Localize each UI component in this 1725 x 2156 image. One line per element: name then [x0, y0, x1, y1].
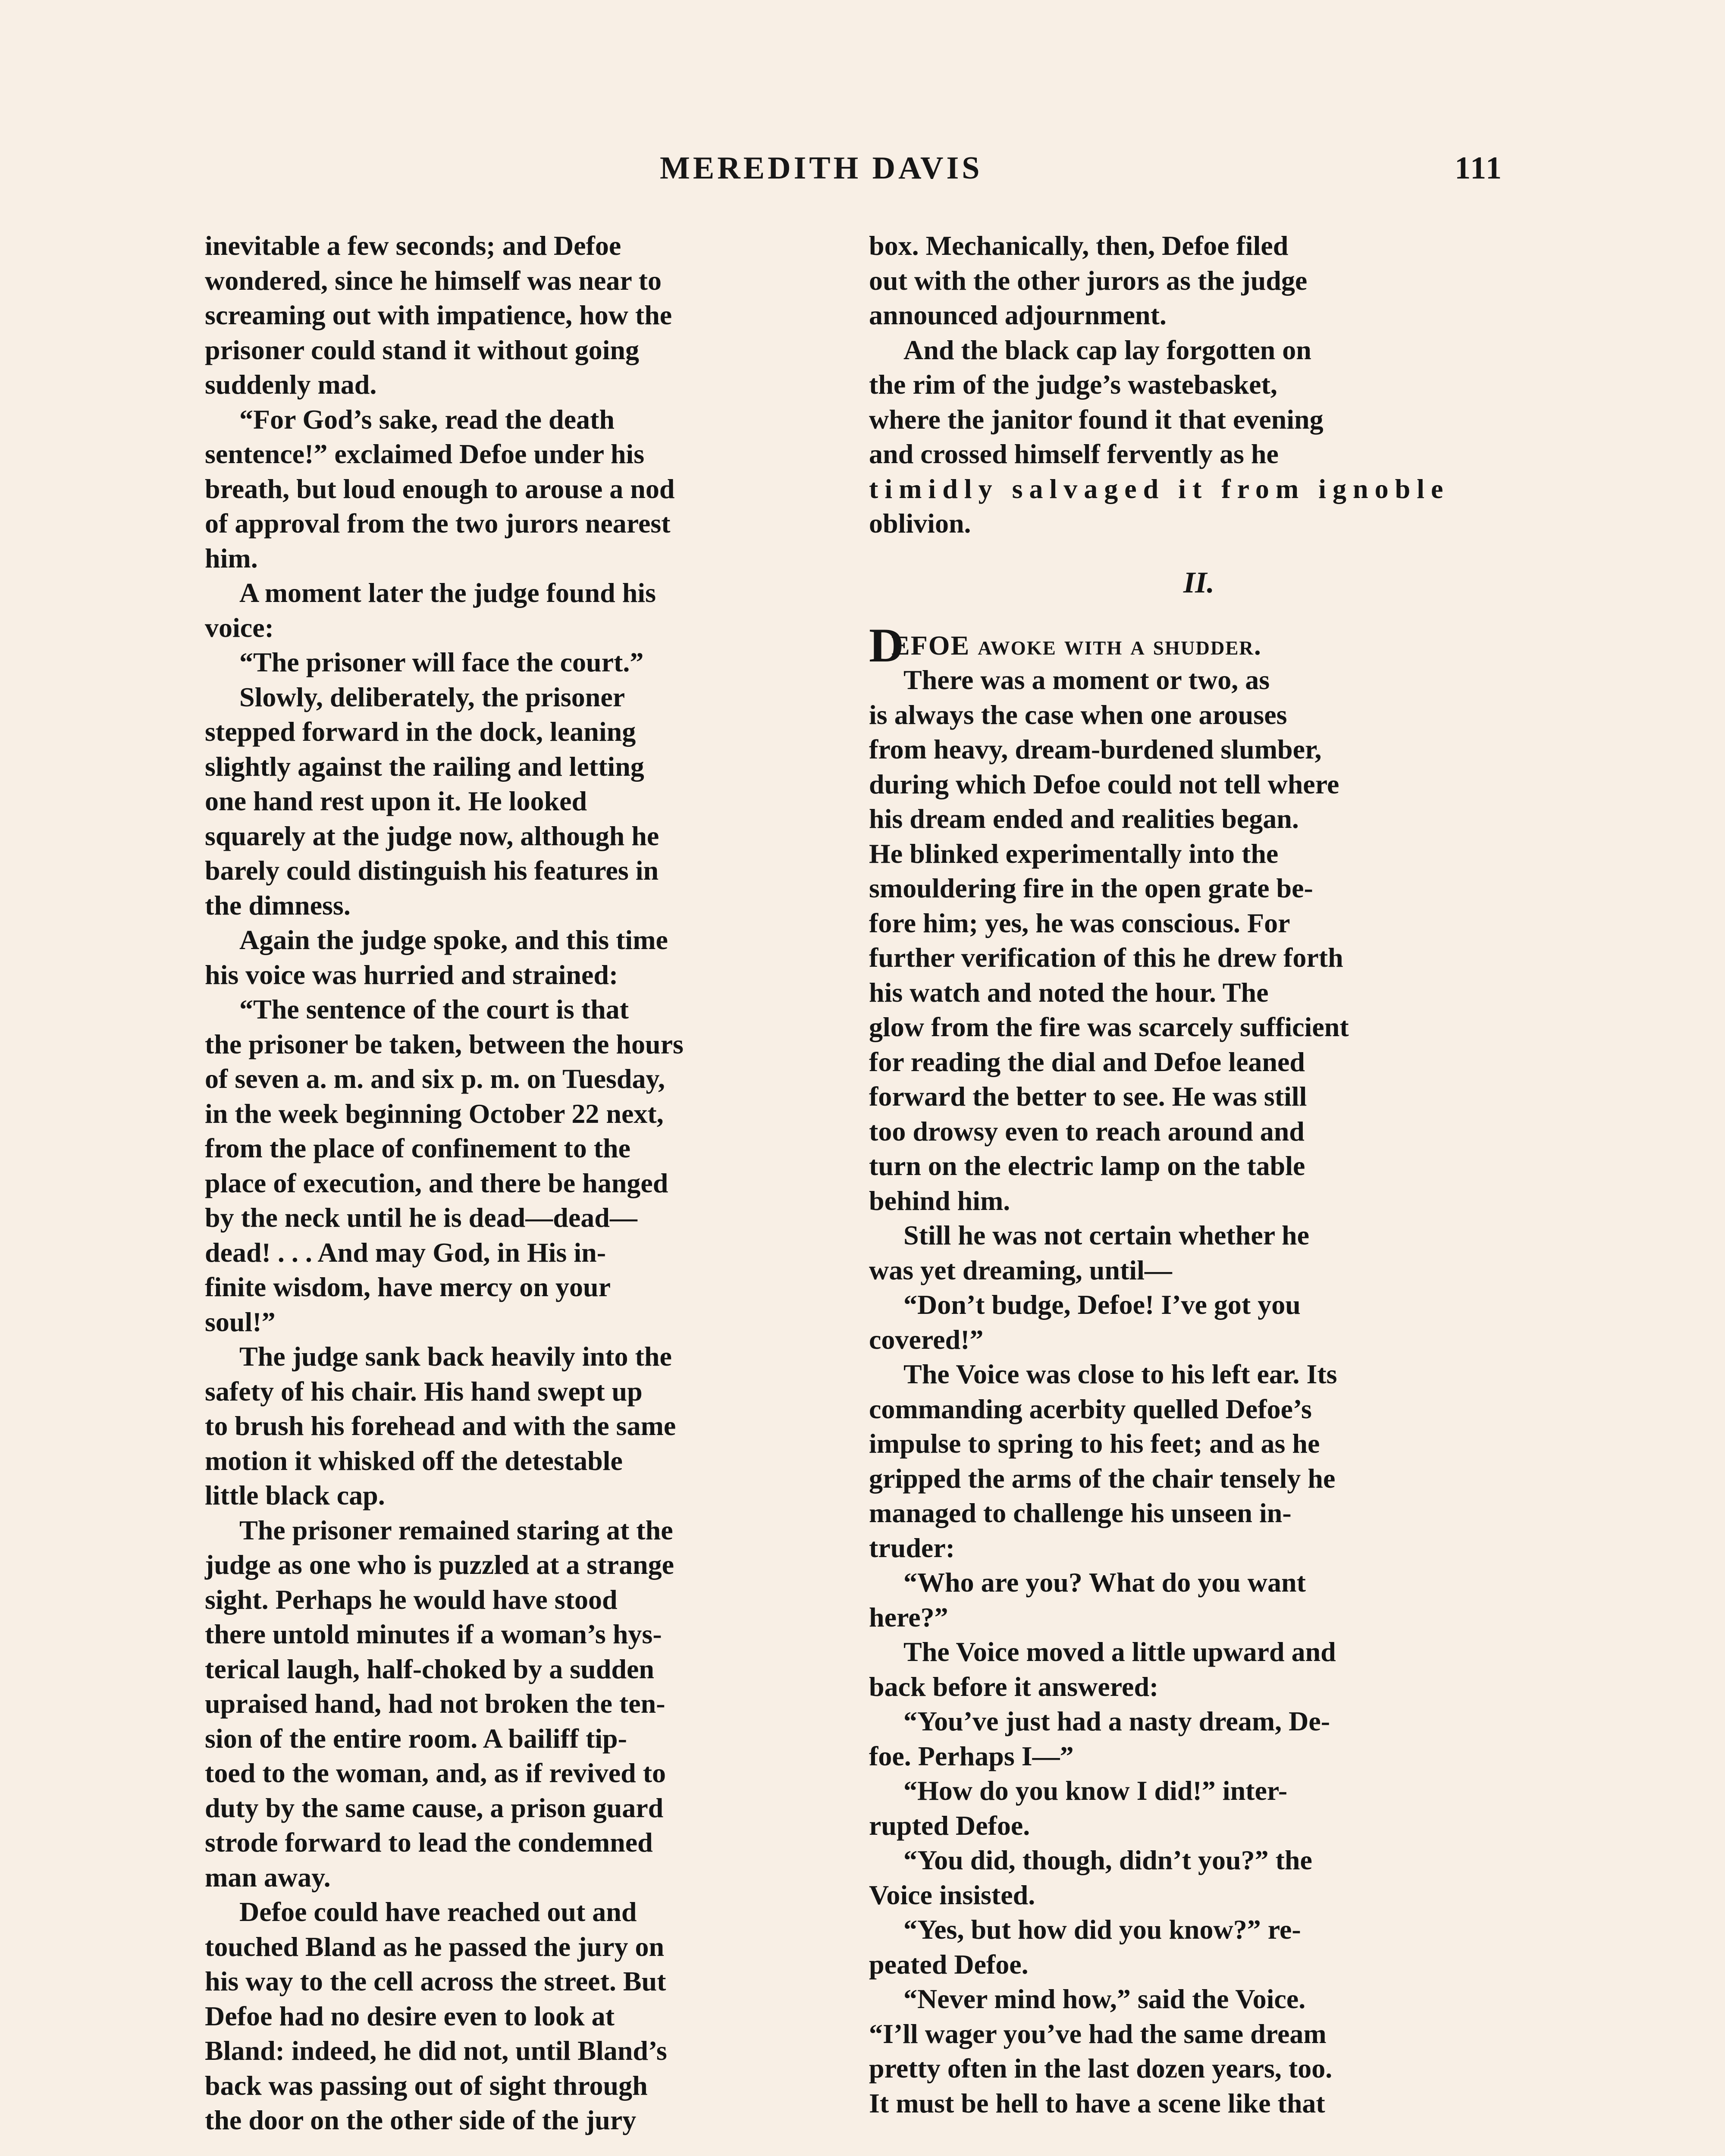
text-line: the rim of the judge’s wastebasket, [869, 369, 1277, 400]
text-line: “I’ll wager you’ve had the same dream [869, 2018, 1327, 2049]
right-paragraph-9 [869, 1704, 1529, 1774]
text-line: prisoner could stand it without going [205, 334, 639, 365]
text-line: his voice was hurried and strained: [205, 959, 618, 990]
text-line: wondered, since he himself was near to [205, 265, 662, 296]
text-line: “How do you know I did!” inter- [903, 1775, 1288, 1806]
text-line: inevitable a few seconds; and Defoe [205, 230, 621, 261]
text-line: too drowsy even to reach around and [869, 1116, 1305, 1147]
text-line: Still he was not certain whether he [903, 1220, 1309, 1250]
text-line: finite wisdom, have mercy on your [205, 1272, 611, 1302]
right-paragraph-4 [869, 1218, 1529, 1288]
opening-paragraph [869, 618, 1529, 672]
left-paragraph-4 [205, 645, 834, 680]
left-paragraph-2 [205, 402, 834, 576]
section-number: II. [1183, 566, 1214, 599]
text-line: Voice insisted. [869, 1879, 1035, 1910]
text-line: barely could distinguish his features in [205, 855, 659, 886]
text-line: where the janitor found it that evening [869, 404, 1324, 435]
right-paragraph-1 [869, 229, 1529, 333]
text-line: motion it whisked off the detestable [205, 1445, 623, 1476]
text-line: in the week beginning October 22 next, [205, 1098, 664, 1129]
text-line: smouldering fire in the open grate be- [869, 873, 1313, 903]
text-line: forward the better to see. He was still [869, 1081, 1307, 1112]
text-line: screaming out with impatience, how the [205, 300, 672, 330]
text-line: during which Defoe could not tell where [869, 768, 1339, 799]
left-paragraph-7 [205, 992, 834, 1339]
text-line: was yet dreaming, until— [869, 1254, 1172, 1285]
text-line: rupted Defoe. [869, 1810, 1030, 1841]
text-line: And the black cap lay forgotten on [903, 334, 1311, 365]
text-line: pretty often in the last dozen years, too. [869, 2053, 1333, 2084]
left-paragraph-1 [205, 229, 834, 402]
left-text-column [205, 229, 834, 2138]
text-line: “Never mind how,” said the Voice. [903, 1984, 1306, 2014]
opening-line: EFOE awoke with a shudder. [891, 630, 1262, 661]
drop-cap: D [869, 618, 904, 672]
text-line: strode forward to lead the condemned [205, 1827, 653, 1858]
text-line: fore him; yes, he was conscious. For [869, 907, 1290, 938]
text-line: his dream ended and realities began. [869, 803, 1299, 834]
text-line: is always the case when one arouses [869, 699, 1287, 730]
text-line: There was a moment or two, as [903, 664, 1270, 695]
text-line: to brush his forehead and with the same [205, 1410, 676, 1441]
right-paragraph-8 [869, 1635, 1529, 1704]
text-line: Again the judge spoke, and this time [239, 924, 668, 955]
page-number: 111 [1455, 150, 1503, 186]
left-paragraph-9 [205, 1513, 834, 1895]
text-line: further verification of this he drew forth [869, 942, 1343, 973]
right-paragraph-7 [869, 1565, 1529, 1635]
text-line: glow from the fire was scarcely sufficient [869, 1012, 1349, 1042]
text-line: oblivion. [869, 508, 971, 539]
text-line: place of execution, and there be hanged [205, 1167, 668, 1198]
text-line: The Voice was close to his left ear. Its [903, 1359, 1337, 1389]
text-line: peated Defoe. [869, 1949, 1029, 1980]
text-line: terical laugh, half-choked by a sudden [205, 1653, 654, 1684]
text-line: of approval from the two jurors nearest [205, 508, 671, 539]
text-line: “Who are you? What do you want [903, 1567, 1306, 1598]
text-line: his way to the cell across the street. But [205, 1966, 666, 1996]
text-line: sight. Perhaps he would have stood [205, 1584, 618, 1615]
text-line: of seven a. m. and six p. m. on Tuesday, [205, 1063, 665, 1094]
right-paragraph-11 [869, 1843, 1529, 1912]
text-line: “For God’s sake, read the death [239, 404, 615, 435]
right-paragraph-12 [869, 1912, 1529, 1982]
right-paragraph-2 [869, 333, 1529, 541]
right-paragraph-13 [869, 1982, 1529, 2121]
text-line: turn on the electric lamp on the table [869, 1150, 1305, 1181]
right-paragraph-5 [869, 1288, 1529, 1357]
text-line: squarely at the judge now, although he [205, 820, 659, 851]
left-paragraph-8 [205, 1339, 834, 1513]
text-line: his watch and noted the hour. The [869, 977, 1269, 1008]
text-line: sion of the entire room. A bailiff tip- [205, 1723, 627, 1754]
text-line: voice: [205, 612, 274, 643]
text-line: the prisoner be taken, between the hours [205, 1028, 684, 1059]
running-title: MEREDITH DAVIS [660, 150, 983, 186]
text-line: there untold minutes if a woman’s hys- [205, 1619, 662, 1649]
text-line: “You’ve just had a nasty dream, De- [903, 1706, 1330, 1736]
text-line: foe. Perhaps I—” [869, 1740, 1074, 1771]
text-line: him. [205, 542, 258, 573]
text-line: man away. [205, 1861, 331, 1893]
text-line: He blinked experimentally into the [869, 838, 1279, 869]
right-paragraph-3 [869, 663, 1529, 1218]
text-line: upraised hand, had not broken the ten- [205, 1688, 665, 1719]
text-line: It must be hell to have a scene like that [869, 2087, 1325, 2118]
running-head [0, 147, 1725, 198]
left-paragraph-10 [205, 1895, 834, 2138]
text-line: Slowly, deliberately, the prisoner [239, 681, 625, 712]
text-line: Bland: indeed, he did not, until Bland’s [205, 2035, 667, 2066]
text-line: from the place of confinement to the [205, 1133, 631, 1163]
text-line: and crossed himself fervently as he [869, 439, 1279, 469]
text-line: by the neck until he is dead—dead— [205, 1202, 637, 1233]
left-paragraph-3 [205, 576, 834, 645]
text-line: “You did, though, didn’t you?” the [903, 1845, 1312, 1875]
text-line: here?” [869, 1601, 948, 1633]
text-line: announced adjournment. [869, 300, 1167, 330]
text-line: touched Bland as he passed the jury on [205, 1931, 665, 1962]
text-line: out with the other jurors as the judge [869, 265, 1308, 296]
text-line: dead! . . . And may God, in His in- [205, 1237, 606, 1268]
text-line: The judge sank back heavily into the [239, 1341, 672, 1372]
text-line: The Voice moved a little upward and [903, 1636, 1336, 1667]
text-line: back was passing out of sight through [205, 2070, 648, 2101]
text-line: sentence!” exclaimed Defoe under his [205, 439, 645, 469]
text-line: judge as one who is puzzled at a strange [205, 1549, 674, 1580]
right-paragraph-6 [869, 1357, 1529, 1565]
text-line: covered!” [869, 1324, 984, 1355]
text-line: A moment later the judge found his [239, 577, 656, 608]
text-line: the door on the other side of the jury [205, 2105, 637, 2135]
text-line: suddenly mad. [205, 369, 377, 400]
left-paragraph-5 [205, 680, 834, 923]
text-line: safety of his chair. His hand swept up [205, 1376, 643, 1407]
text-line: breath, but loud enough to arouse a nod [205, 473, 675, 504]
text-line: one hand rest upon it. He looked [205, 786, 587, 816]
text-line: Defoe had no desire even to look at [205, 2000, 615, 2031]
text-line: “Yes, but how did you know?” re- [903, 1914, 1301, 1945]
text-line: for reading the dial and Defoe leaned [869, 1046, 1305, 1077]
text-line: behind him. [869, 1185, 1010, 1216]
text-line: slightly against the railing and letting [205, 751, 644, 782]
text-line: impulse to spring to his feet; and as he [869, 1428, 1320, 1459]
right-text-column [869, 229, 1529, 2121]
text-line: back before it answered: [869, 1671, 1159, 1702]
text-line: gripped the arms of the chair tensely he [869, 1463, 1336, 1494]
right-paragraph-10 [869, 1774, 1529, 1843]
text-line: Defoe could have reached out and [239, 1896, 637, 1927]
text-line: timidly salvaged it from ignoble [869, 473, 1450, 504]
text-line: soul!” [205, 1306, 276, 1337]
text-line: The prisoner remained staring at the [239, 1514, 673, 1545]
text-line: commanding acerbity quelled Defoe’s [869, 1393, 1312, 1424]
left-paragraph-6 [205, 923, 834, 992]
text-line: “Don’t budge, Defoe! I’ve got you [903, 1289, 1301, 1320]
text-line: from heavy, dream-burdened slumber, [869, 734, 1322, 765]
text-line: truder: [869, 1532, 955, 1563]
text-line: the dimness. [205, 890, 351, 921]
text-line: toed to the woman, and, as if revived to [205, 1758, 666, 1788]
text-line: “The sentence of the court is that [239, 994, 629, 1025]
text-line: managed to challenge his unseen in- [869, 1498, 1292, 1528]
text-line: little black cap. [205, 1480, 385, 1510]
text-line: “The prisoner will face the court.” [239, 647, 644, 677]
text-line: stepped forward in the dock, leaning [205, 716, 636, 747]
text-line: box. Mechanically, then, Defoe filed [869, 230, 1289, 261]
text-line: duty by the same cause, a prison guard [205, 1792, 664, 1823]
